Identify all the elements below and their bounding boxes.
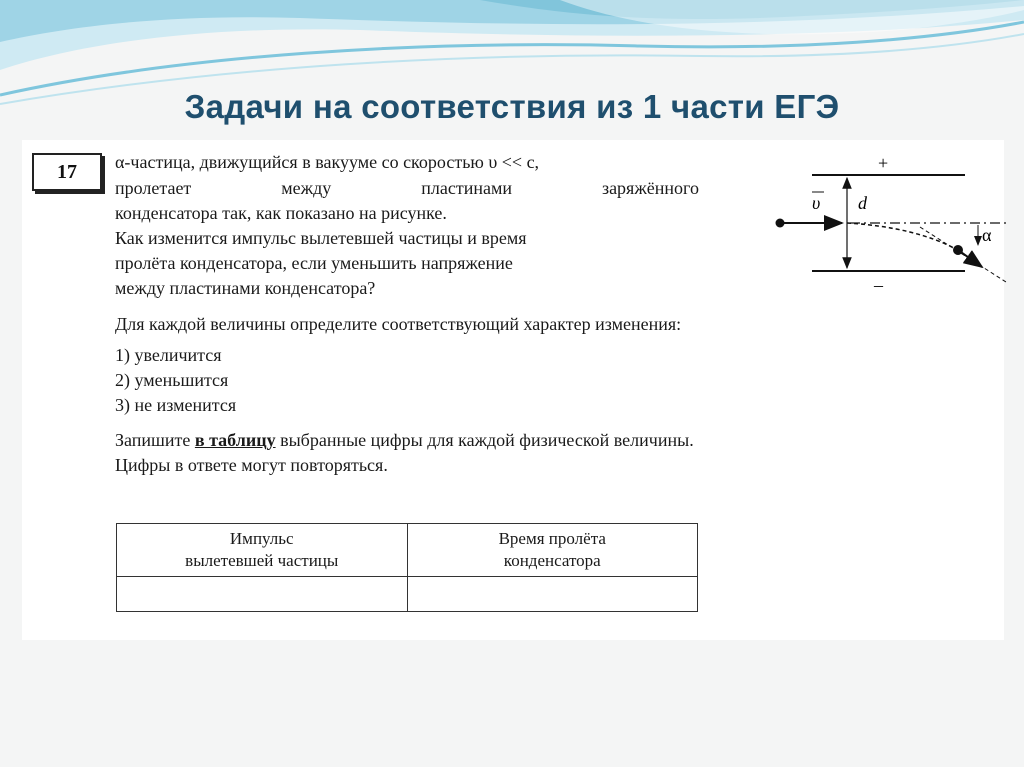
distance-label: d: [858, 193, 867, 213]
angle-label: α: [982, 225, 992, 245]
intro-line-1: α-частица, движущийся в вакууме со скоростью υ << c,: [115, 152, 540, 172]
intro-word: пролетает: [115, 178, 192, 198]
answer-cell-flight-time[interactable]: [407, 577, 698, 612]
capacitor-diagram: [750, 145, 1010, 295]
header-momentum-line-1: Импульс: [229, 529, 294, 548]
answer-note-before: Запишите: [115, 430, 195, 450]
header-momentum: [117, 524, 408, 577]
exit-direction-dashed: [920, 227, 1006, 282]
intro-line-4: Как изменится импульс вылетевшей частицы и время: [115, 228, 527, 248]
intro-line-5: пролёта конденсатора, если уменьшить напряжение: [115, 253, 513, 273]
option-2: 2) уменьшится: [115, 370, 229, 390]
task-number-badge: 17: [32, 153, 102, 191]
header-flight-time-line-1: Время пролёта: [498, 529, 606, 548]
task-card: [22, 140, 1004, 640]
answer-note-line-1: [115, 430, 694, 451]
answer-note-line-2: Цифры в ответе могут повторяться.: [115, 455, 388, 475]
intro-line-3: конденсатора так, как показано на рисунке.: [115, 203, 447, 223]
header-momentum-line-2: вылетевшей частицы: [185, 551, 339, 570]
instruction-text: Для каждой величины определите соответствующий характер изменения:: [115, 314, 682, 334]
intro-word: пластинами: [421, 178, 512, 198]
answer-note-after: выбранные цифры для каждой физической величины.: [275, 430, 694, 450]
answer-note-underlined: в таблицу: [194, 430, 276, 450]
answer-table: [116, 523, 698, 612]
velocity-label: υ: [812, 193, 821, 213]
answer-table-header-row: [117, 524, 698, 577]
intro-line-2: [115, 178, 699, 199]
intro-line-6: между пластинами конденсатора?: [115, 278, 376, 298]
option-3: 3) не изменится: [115, 395, 237, 415]
particle-start: [776, 219, 785, 228]
particle-trajectory: [847, 223, 958, 250]
intro-word: заряжённого: [601, 178, 699, 198]
slide-title: Задачи на соответствия из 1 части ЕГЭ: [184, 88, 840, 125]
plus-label: +: [878, 153, 889, 173]
option-1: 1) увеличится: [115, 345, 222, 365]
intro-word: между: [281, 178, 332, 198]
answer-table-row: [117, 577, 698, 612]
minus-label: –: [874, 275, 883, 295]
answer-cell-momentum[interactable]: [117, 577, 408, 612]
header-flight-time-line-2: конденсатора: [503, 551, 601, 570]
header-flight-time: [407, 524, 698, 577]
